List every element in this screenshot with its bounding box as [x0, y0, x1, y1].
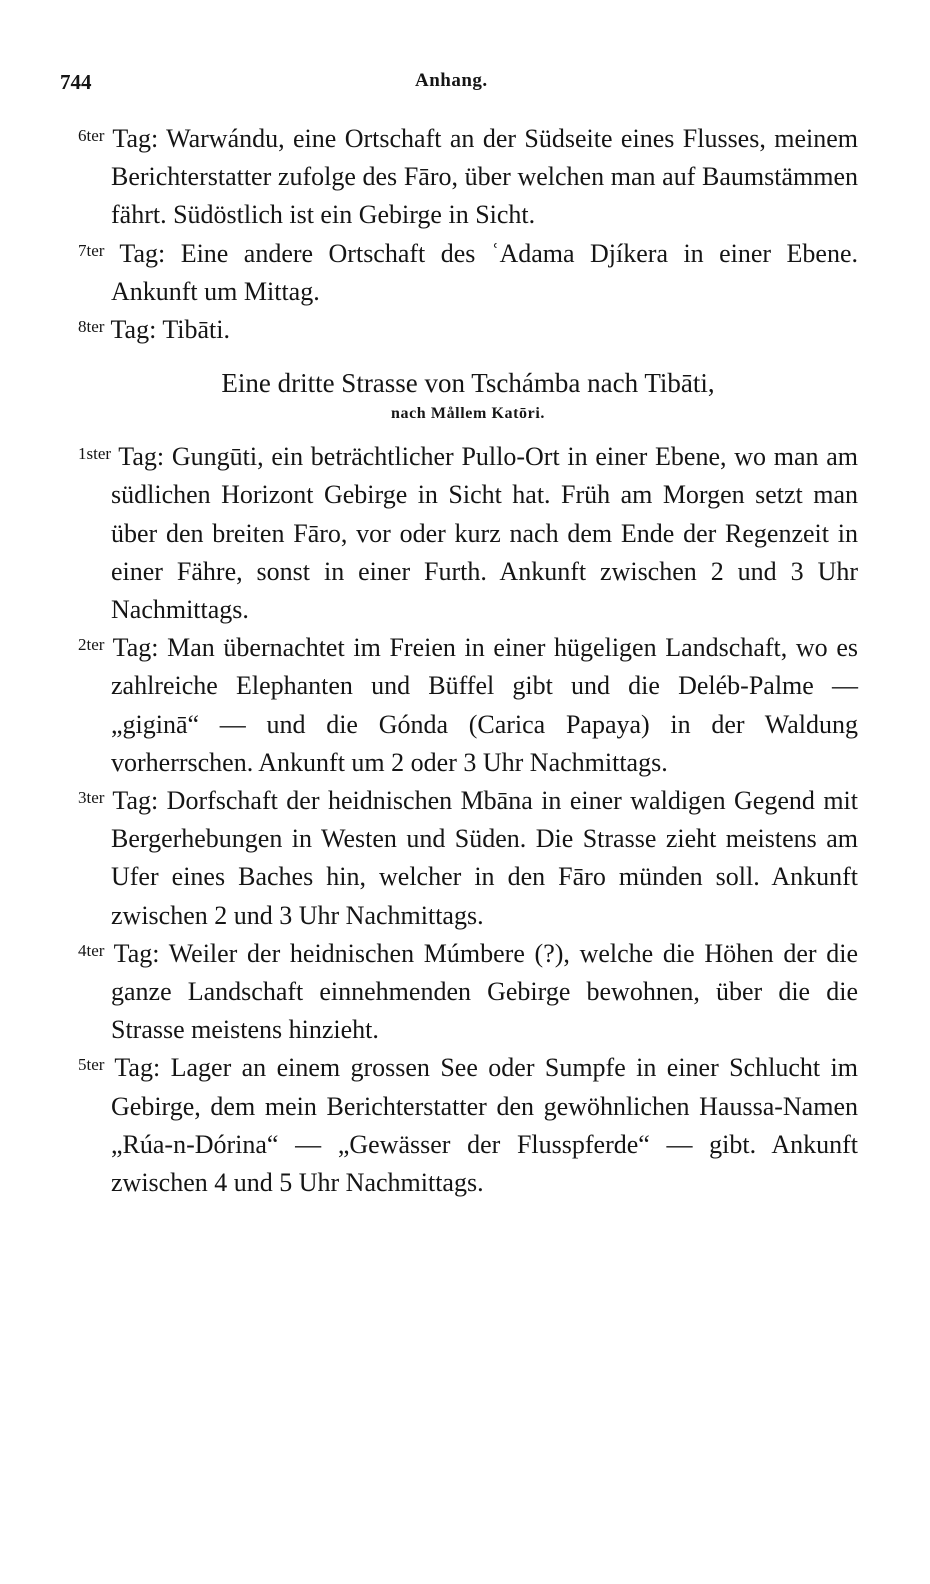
day-entry: [78, 1049, 858, 1202]
body-text: [78, 120, 858, 1202]
day-ordinal: 8ter: [78, 317, 105, 337]
day-ordinal: 4ter: [78, 940, 105, 960]
day-entry: [78, 629, 858, 782]
day-text: Tag: Man übernachtet im Freien in einer hügeligen Landschaft, wo es zahlreiche Elephanten und Büffel gibt und die Deléb-Palme — „giginā“ — und die Gónda (Carica Papaya) in der Waldung vorherrschen. Ankunft um 2 oder 3 Uhr Nachmittags.: [104, 633, 858, 777]
running-title: Anhang.: [415, 70, 488, 91]
section-subtitle: nach Mållem Katōri.: [390, 405, 546, 423]
day-text: Tag: Tibāti.: [104, 315, 231, 345]
day-text: Tag: Lager an einem grossen See oder Sumpfe in einer Schlucht im Gebirge, dem mein Berichterstatter den gewöhnlichen Haussa-Namen „Rúa-n-Dórina“ — „Gewässer der Flusspferde“ — gibt. Ankunft zwischen 4 und 5 Uhr Nachmittags.: [104, 1053, 858, 1198]
day-text: Tag: Weiler der heidnischen Múmbere (?), welche die Höhen der die ganze Landschaft einnehmenden Gebirge bewohnen, über die die Strasse meistens hinzieht.: [104, 938, 858, 1045]
section-title: Eine dritte Strasse von Tschámba nach Tibāti,: [221, 368, 715, 399]
day-text: Tag: Dorfschaft der heidnischen Mbāna in einer waldigen Gegend mit Bergerhebungen in Westen und Süden. Die Strasse zieht meistens am Ufer eines Baches hin, welcher in den Fāro münden soll. Ankunft zwischen 2 und 3 Uhr Nachmittags.: [104, 786, 858, 930]
day-ordinal: 1ster: [78, 444, 112, 464]
day-ordinal: 7ter: [78, 240, 105, 260]
day-text: Tag: Gungūti, ein beträchtlicher Pullo-Ort in einer Ebene, wo man am südlichen Horizont Gebirge in Sicht hat. Früh am Morgen setzt man über den breiten Fāro, vor oder kurz nach dem Ende der Regenzeit in einer Fähre, sonst in einer Furth. Ankunft zwischen 2 und 3 Uhr Nachmittags.: [111, 442, 858, 625]
day-ordinal: 2ter: [78, 635, 105, 655]
page-number: 744: [60, 70, 92, 94]
day-entry: [78, 311, 858, 349]
day-entry: [78, 782, 858, 935]
day-ordinal: 5ter: [78, 1055, 105, 1075]
day-entry: [78, 935, 858, 1050]
day-entry: [78, 235, 858, 311]
day-ordinal: 6ter: [78, 126, 105, 145]
day-entry: [78, 438, 858, 629]
day-ordinal: 3ter: [78, 788, 105, 808]
day-text: Tag: Warwándu, eine Ortschaft an der Südseite eines Flusses, meinem Berichterstatter zufolge des Fāro, über welchen man auf Baumstämmen fährt. Südöstlich ist ein Gebirge in Sicht.: [104, 124, 858, 230]
running-head: [60, 70, 860, 100]
day-text: Tag: Eine andere Ortschaft des ʿAdama Djíkera in einer Ebene. Ankunft um Mittag.: [104, 238, 858, 306]
day-entry: [78, 120, 858, 235]
